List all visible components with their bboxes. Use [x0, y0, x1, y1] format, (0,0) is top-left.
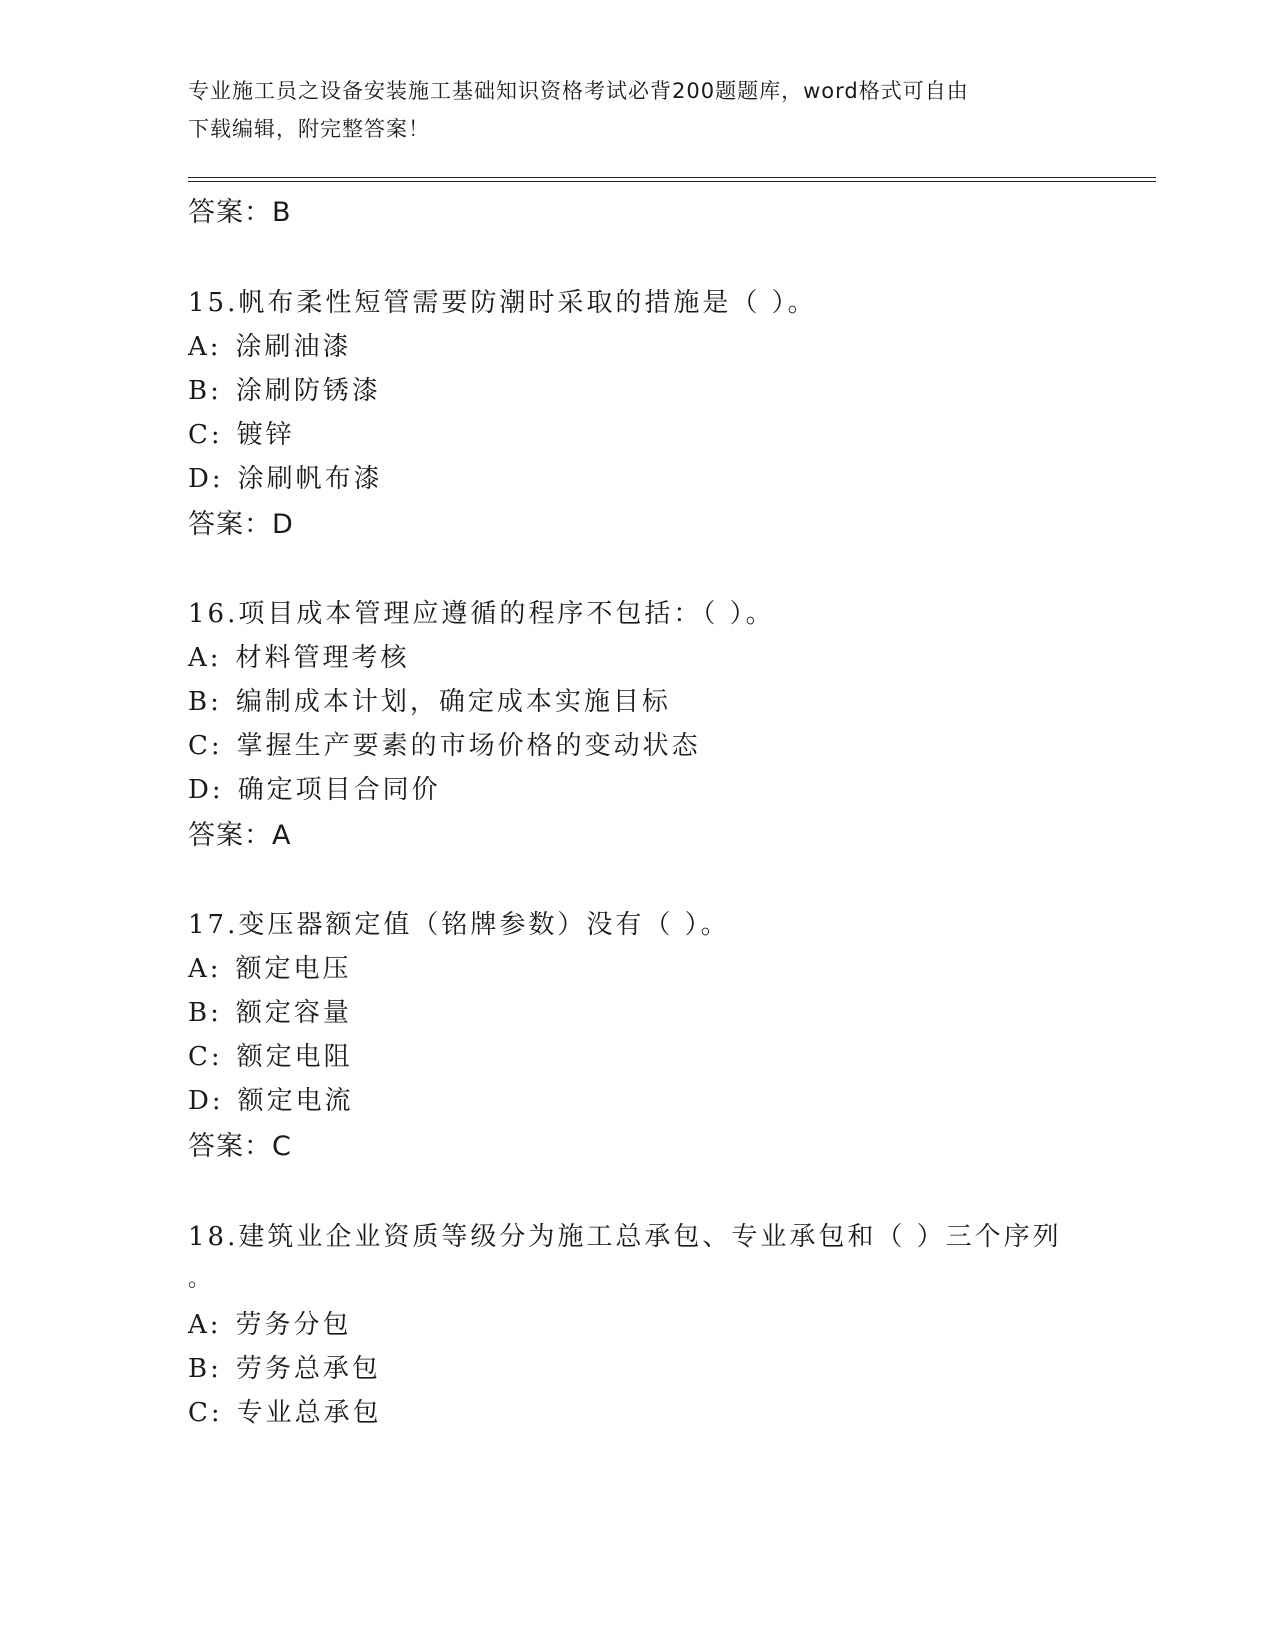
previous-answer: 答案：B — [188, 197, 292, 228]
header-divider-top — [188, 177, 1156, 178]
header-divider-bottom — [188, 181, 1156, 182]
question-16-option-b: B: 编制成本计划，确定成本实施目标 — [188, 687, 671, 717]
question-17-option-d: D: 额定电流 — [188, 1086, 354, 1116]
question-16-option-a: A: 材料管理考核 — [188, 643, 410, 673]
question-18-option-a: A: 劳务分包 — [188, 1310, 352, 1340]
question-17-answer: 答案：C — [188, 1131, 292, 1162]
question-16-option-d: D: 确定项目合同价 — [188, 775, 441, 805]
question-15-title: 15.帆布柔性短管需要防潮时采取的措施是（ ）。 — [188, 288, 817, 318]
question-17-option-c: C: 额定电阻 — [188, 1042, 353, 1072]
question-18-title-continuation: 。 — [188, 1267, 214, 1292]
header-line-2: 下载编辑，附完整答案！ — [188, 117, 430, 141]
question-15-option-a: A: 涂刷油漆 — [188, 332, 352, 362]
header-line-1: 专业施工员之设备安装施工基础知识资格考试必背200题题库，word格式可自由 — [188, 79, 969, 103]
question-16-title: 16.项目成本管理应遵循的程序不包括：（ ）。 — [188, 599, 775, 629]
question-18-title: 18.建筑业企业资质等级分为施工总承包、专业承包和（ ）三个序列 — [188, 1222, 1062, 1252]
question-16-option-c: C: 掌握生产要素的市场价格的变动状态 — [188, 731, 701, 761]
question-17-title: 17.变压器额定值（铭牌参数）没有（ ）。 — [188, 910, 730, 940]
question-17-option-a: A: 额定电压 — [188, 954, 352, 984]
question-17-option-b: B: 额定容量 — [188, 998, 352, 1028]
question-18-option-c: C: 专业总承包 — [188, 1398, 382, 1428]
question-15-option-d: D: 涂刷帆布漆 — [188, 464, 383, 494]
question-18-option-b: B: 劳务总承包 — [188, 1354, 381, 1384]
question-15-option-c: C: 镀锌 — [188, 420, 295, 450]
question-15-answer: 答案：D — [188, 509, 294, 540]
question-15-option-b: B: 涂刷防锈漆 — [188, 376, 381, 406]
document-header — [188, 72, 1088, 148]
question-16-answer: 答案：A — [188, 820, 292, 851]
